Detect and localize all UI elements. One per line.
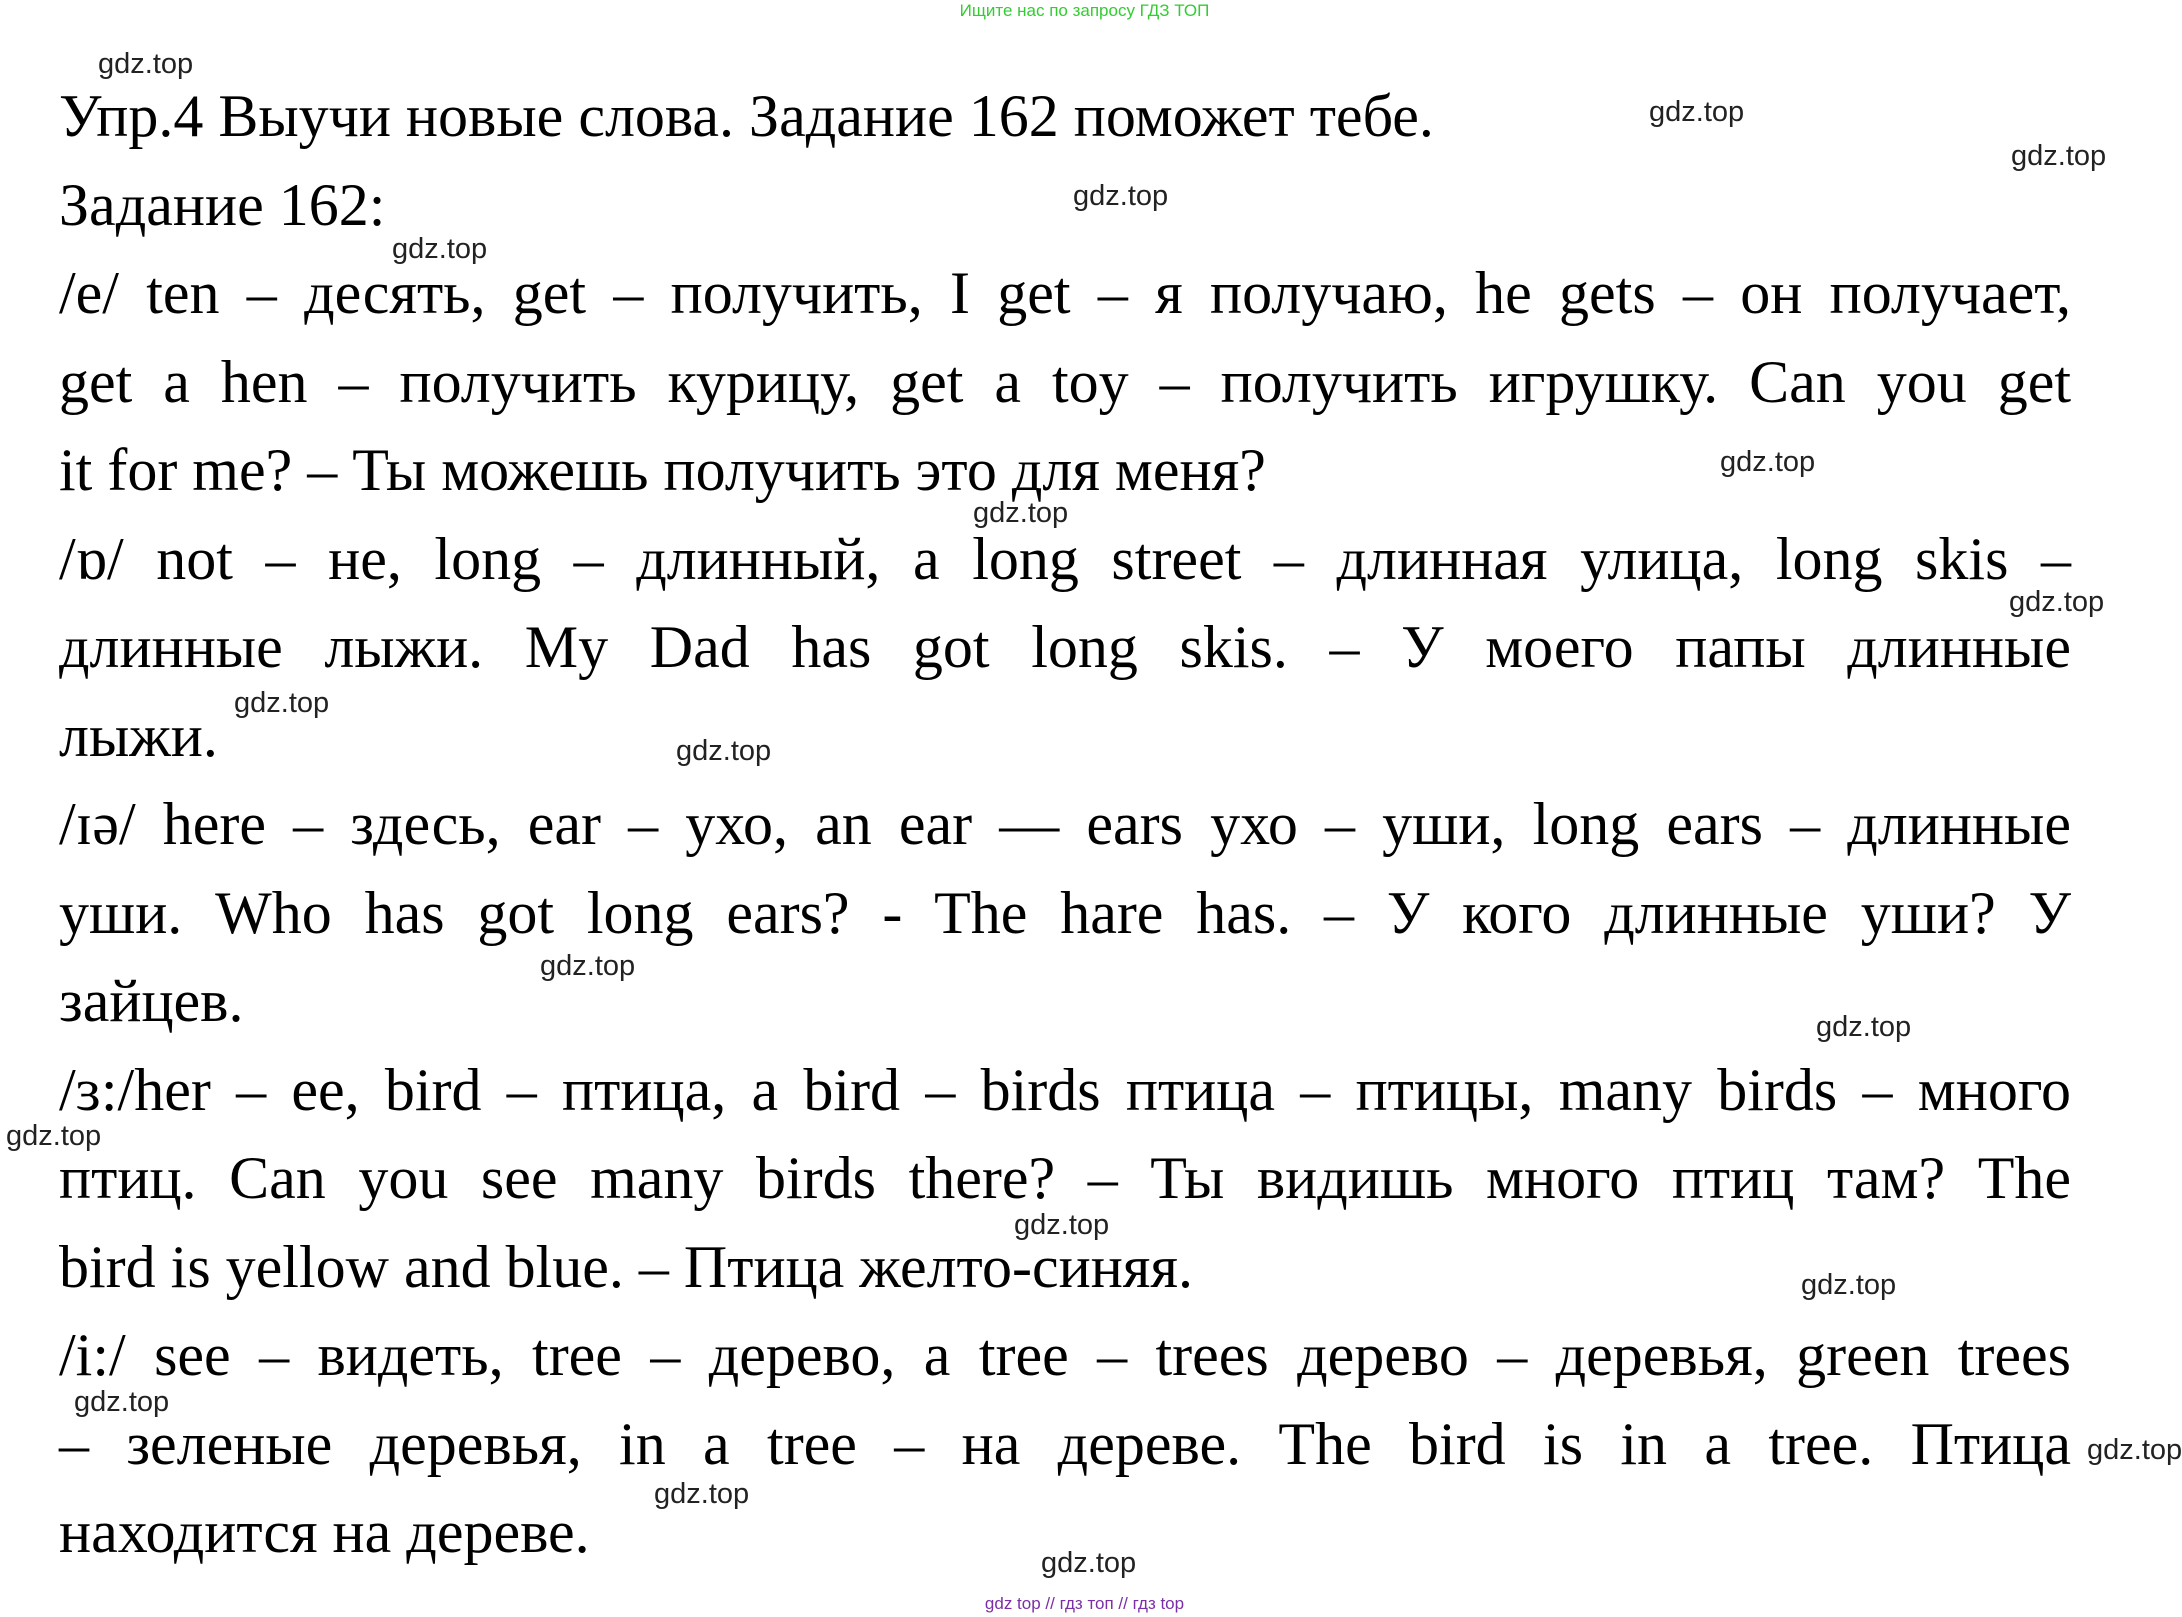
text-line: /ɒ/ not – не, long – длинный, a long street – длинная улица, long skis – bbox=[59, 525, 2071, 592]
watermark: gdz.top bbox=[1041, 1547, 1137, 1579]
watermark: gdz.top bbox=[540, 950, 636, 982]
watermark: gdz.top bbox=[1720, 446, 1816, 478]
text-line: уши. Who has got long ears? - The hare has. – У кого длинные уши? У bbox=[59, 879, 2071, 946]
watermark: gdz.top bbox=[654, 1478, 750, 1510]
watermark: gdz.top bbox=[1073, 180, 1169, 212]
text-line: it for me? – Ты можешь получить это для меня? bbox=[59, 437, 1266, 503]
text-line: /i:/ see – видеть, tree – дерево, a tree – trees дерево – деревья, green trees bbox=[59, 1322, 2071, 1388]
watermark: gdz.top bbox=[6, 1120, 102, 1152]
text-line: bird is yellow and blue. – Птица желто-синяя. bbox=[59, 1233, 1193, 1300]
watermark: gdz.top bbox=[2009, 586, 2105, 618]
text-line: – зеленые деревья, in a tree – на дереве. The bird is in a tree. Птица bbox=[59, 1410, 2071, 1477]
watermark: gdz.top bbox=[74, 1386, 170, 1418]
watermark: gdz.top bbox=[2087, 1434, 2182, 1466]
text-line: находится на дереве. bbox=[59, 1499, 590, 1565]
footer-links: gdz top // гдз топ // гдз top bbox=[984, 1594, 1185, 1613]
text-line: длинные лыжи. My Dad has got long skis. – У моего папы длинные bbox=[59, 614, 2071, 680]
watermark: gdz.top bbox=[1649, 96, 1745, 128]
watermark: gdz.top bbox=[2011, 140, 2107, 172]
watermark: gdz.top bbox=[1801, 1269, 1897, 1301]
watermark: gdz.top bbox=[676, 735, 772, 767]
text-line: get a hen – получить курицу, get a toy – получить игрушку. Can you get bbox=[59, 348, 2071, 415]
exercise-text bbox=[59, 72, 2071, 1577]
text-line: зайцев. bbox=[59, 968, 244, 1034]
text-line: птиц. Can you see many birds there? – Ты видишь много птиц там? The bbox=[59, 1145, 2071, 1211]
exercise-heading: Упр.4 Выучи новые слова. Задание 162 поможет тебе. bbox=[59, 83, 1434, 149]
text-line: /e/ ten – десять, get – получить, I get – я получаю, he gets – он получает, bbox=[59, 260, 2071, 326]
watermark: gdz.top bbox=[1816, 1011, 1912, 1043]
task-label: Задание 162: bbox=[59, 171, 386, 238]
watermark: gdz.top bbox=[234, 687, 330, 719]
text-line: /ɪə/ here – здесь, ear – ухо, an ear — ears ухо – уши, long ears – длинные bbox=[59, 791, 2071, 857]
watermark: gdz.top bbox=[1014, 1209, 1110, 1241]
top-banner: Ищите нас по запросу ГДЗ ТОП bbox=[959, 1, 1210, 20]
text-line: /ɜ:/her – ее, bird – птица, a bird – birds птица – птицы, many birds – много bbox=[59, 1056, 2071, 1123]
watermark: gdz.top bbox=[392, 233, 488, 265]
watermark: gdz.top bbox=[98, 48, 194, 80]
watermark: gdz.top bbox=[973, 497, 1069, 529]
text-line: лыжи. bbox=[59, 702, 218, 769]
